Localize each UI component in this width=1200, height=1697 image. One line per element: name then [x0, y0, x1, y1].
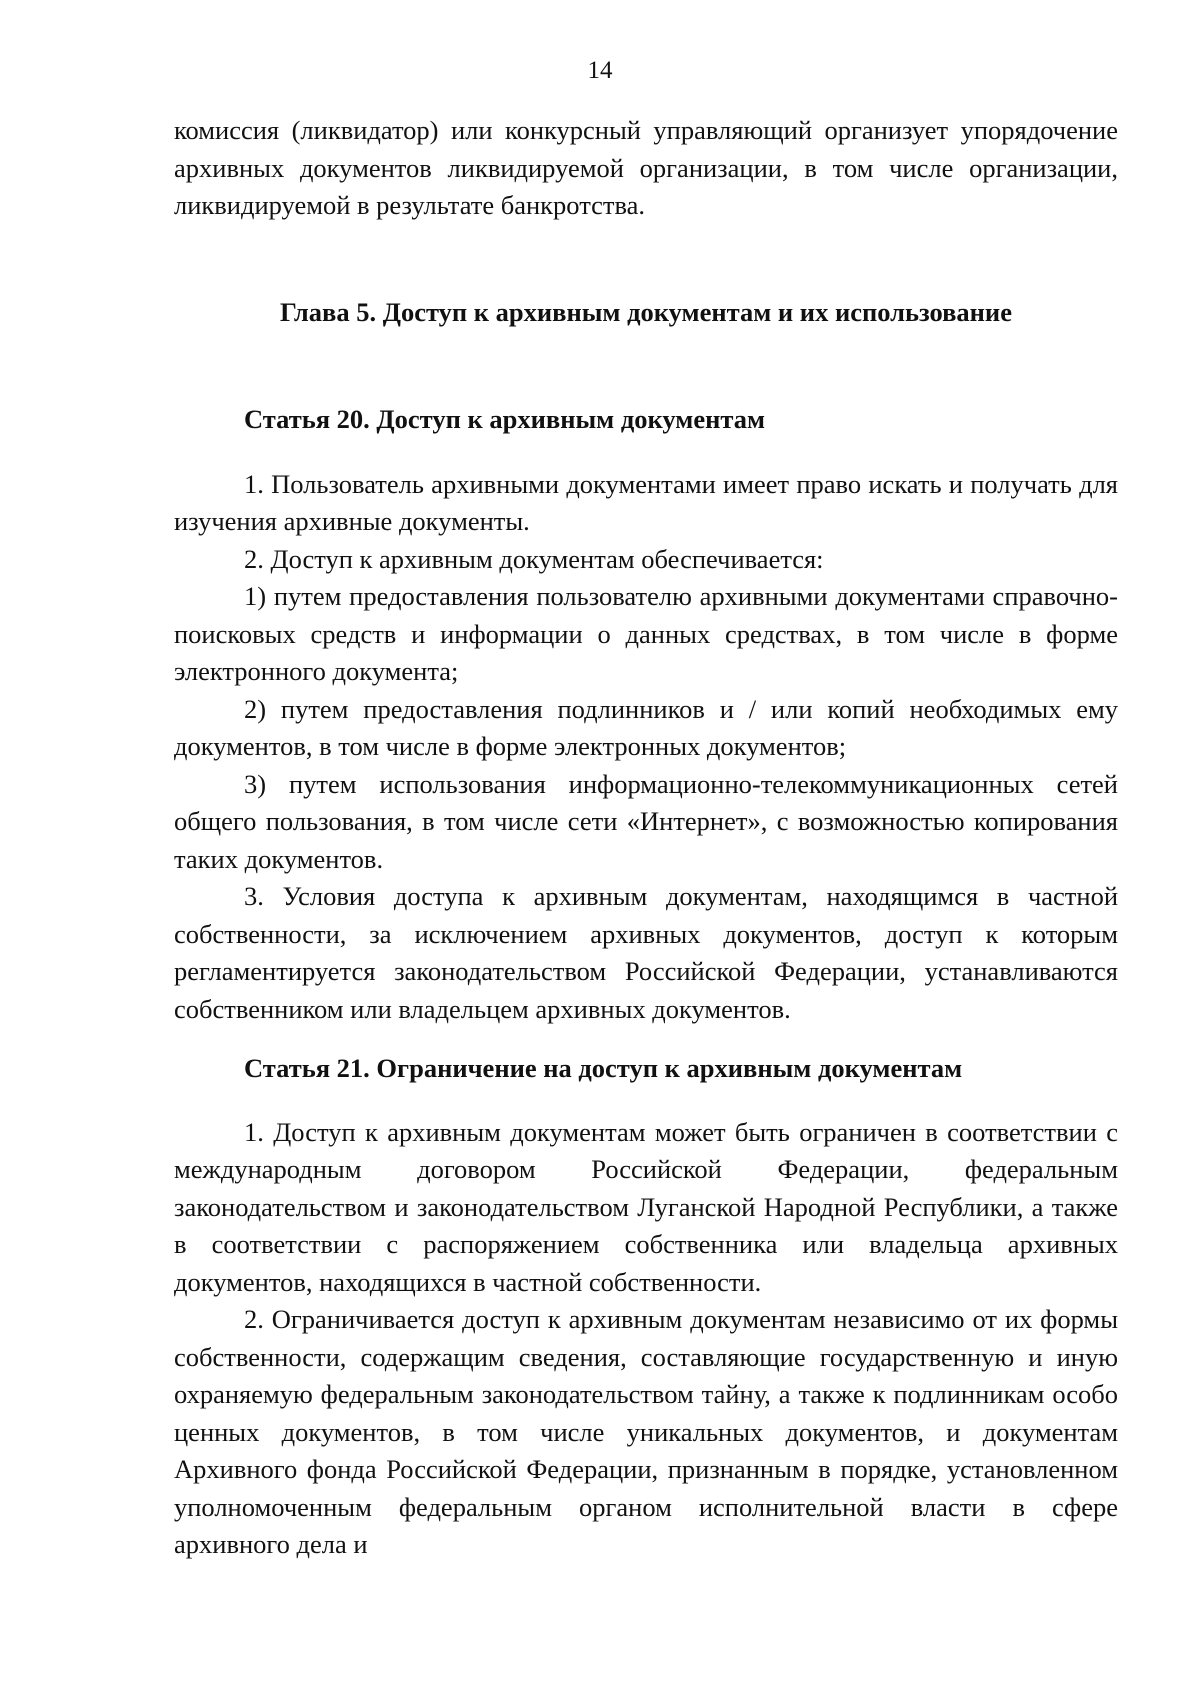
article-20-paragraph: 3. Условия доступа к архивным документам, находящимся в частной собственности, за исключением архивных документов, доступ к которым регламентируется законодательством Российской Федерации, устанавливаются собственником или владельцем архивных документов.	[174, 881, 1118, 1024]
article-20-list-item: 1) путем предоставления пользователю архивными документами справочно-поисковых средств и информации о данных средствах, в том числе в форме электронного документа;	[174, 581, 1118, 686]
article-20-paragraph: 2. Доступ к архивным документам обеспечивается:	[244, 543, 824, 574]
document-body	[174, 112, 1118, 1564]
article-21-paragraph: 1. Доступ к архивным документам может быть ограничен в соответствии с международным договором Российской Федерации, федеральным законодательством и законодательством Луганской Народной Республики, а также в соответствии с распоряжением собственника или владельца архивных документов, находящихся в частной собственности.	[174, 1116, 1118, 1297]
article-20-paragraph: 1. Пользователь архивными документами имеет право искать и получать для изучения архивные документы.	[174, 468, 1118, 536]
article-21-title: Статья 21. Ограничение на доступ к архивным документам	[244, 1053, 963, 1083]
article-20-list-item: 3) путем использования информационно-телекоммуникационных сетей общего пользования, в том числе сети «Интернет», с возможностью копирования таких документов.	[174, 768, 1118, 874]
page-number: 14	[587, 57, 613, 84]
article-20-list-item: 2) путем предоставления подлинников и / или копий необходимых ему документов, в том числе в форме электронных документов;	[174, 693, 1118, 761]
article-21-paragraph: 2. Ограничивается доступ к архивным документам независимо от их формы собственности, содержащим сведения, составляющие государственную и иную охраняемую федеральным законодательством тайну, а также к подлинникам особо ценных документов, в том числе уникальных документов, и документам Архивного фонда Российской Федерации, признанным в порядке, установленном уполномоченным федеральным органом исполнительной власти в сфере архивного дела и	[174, 1304, 1118, 1559]
article-20-title: Статья 20. Доступ к архивным документам	[244, 404, 766, 434]
article-20	[174, 401, 1118, 1028]
article-21	[174, 1050, 1118, 1564]
intro-paragraph: комиссия (ликвидатор) или конкурсный управляющий организует упорядочение архивных документов ликвидируемой организации, в том числе организации, ликвидируемой в результате банкротства.	[174, 115, 1118, 220]
chapter-title: Глава 5. Доступ к архивным документам и их использование	[280, 296, 1012, 327]
